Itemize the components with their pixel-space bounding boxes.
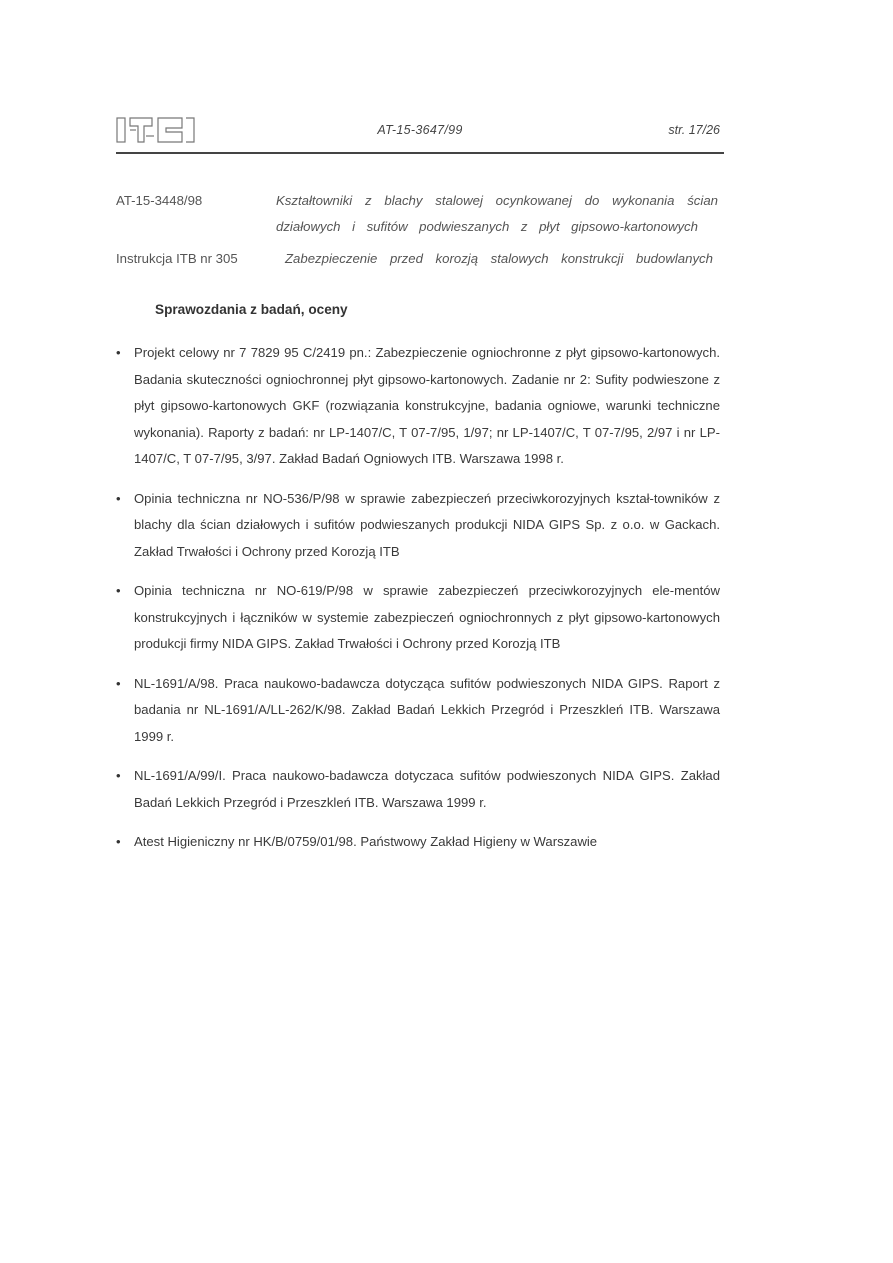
list-item: • Projekt celowy nr 7 7829 95 C/2419 pn.: Zabezpieczenie ogniochronne z płyt gipsowo-kartonowych. Badania skuteczności ogniochronnej płyt gipsowo-kartonowych. Zadanie nr 2: Sufity podwieszone z płyt gipsowo-kartonowych GKF (rozwiązania konstrukcyjne, badania ogniowe, warunki techniczne wykonania). Raporty z badań: nr LP-1407/C, T 07-7/95, 1/97; nr LP-1407/C, T 07-7/95, 2/97 i nr LP-1407/C, T 07-7/95, 3/97. Zakład Badań Ogniowych ITB. Warszawa 1998 r.: [116, 340, 720, 473]
header-divider: [116, 152, 724, 154]
report-list: [116, 340, 720, 869]
reference-row: [116, 188, 726, 240]
reference-code: AT-15-3448/98: [116, 193, 203, 208]
reference-title-line: Kształtowniki z blachy stalowej ocynkowanej do wykonania ścian: [276, 193, 718, 208]
list-item: • Opinia techniczna nr NO-619/P/98 w sprawie zabezpieczeń przeciwkorozyjnych ele-mentów konstrukcyjnych i łączników w systemie zabezpieczeń ogniochronnych z płyt gipsowo-kartonowych produkcji firmy NIDA GIPS. Zakład Trwałości i Ochrony przed Korozją ITB: [116, 578, 720, 658]
section-heading: Sprawozdania z badań, oceny: [155, 302, 348, 317]
list-item: • Opinia techniczna nr NO-536/P/98 w sprawie zabezpieczeń przeciwkorozyjnych kształ-towników z blachy dla ścian działowych i sufitów podwieszanych produkcji NIDA GIPS Sp. z o.o. w Gackach. Zakład Trwałości i Ochrony przed Korozją ITB: [116, 486, 720, 566]
reference-row: [116, 246, 726, 272]
document-code: AT-15-3647/99: [377, 123, 463, 137]
itb-logo-icon: [116, 116, 196, 146]
reference-title-line: działowych i sufitów podwieszanych z płyt gipsowo-kartonowych: [276, 219, 698, 234]
page-number: str. 17/26: [668, 123, 720, 137]
reference-code: Instrukcja ITB nr 305: [116, 251, 238, 266]
reference-title: Zabezpieczenie przed korozją stalowych konstrukcji budowlanych: [285, 251, 713, 266]
list-item: • NL-1691/A/98. Praca naukowo-badawcza dotycząca sufitów podwieszonych NIDA GIPS. Raport z badania nr NL-1691/A/LL-262/K/98. Zakład Badań Lekkich Przegród i Przeszkleń ITB. Warszawa 1999 r.: [116, 671, 720, 751]
list-item: • Atest Higieniczny nr HK/B/0759/01/98. Państwowy Zakład Higieny w Warszawie: [116, 829, 720, 856]
list-item: • NL-1691/A/99/I. Praca naukowo-badawcza dotyczaca sufitów podwieszonych NIDA GIPS. Zakład Badań Lekkich Przegród i Przeszkleń ITB. Warszawa 1999 r.: [116, 763, 720, 816]
